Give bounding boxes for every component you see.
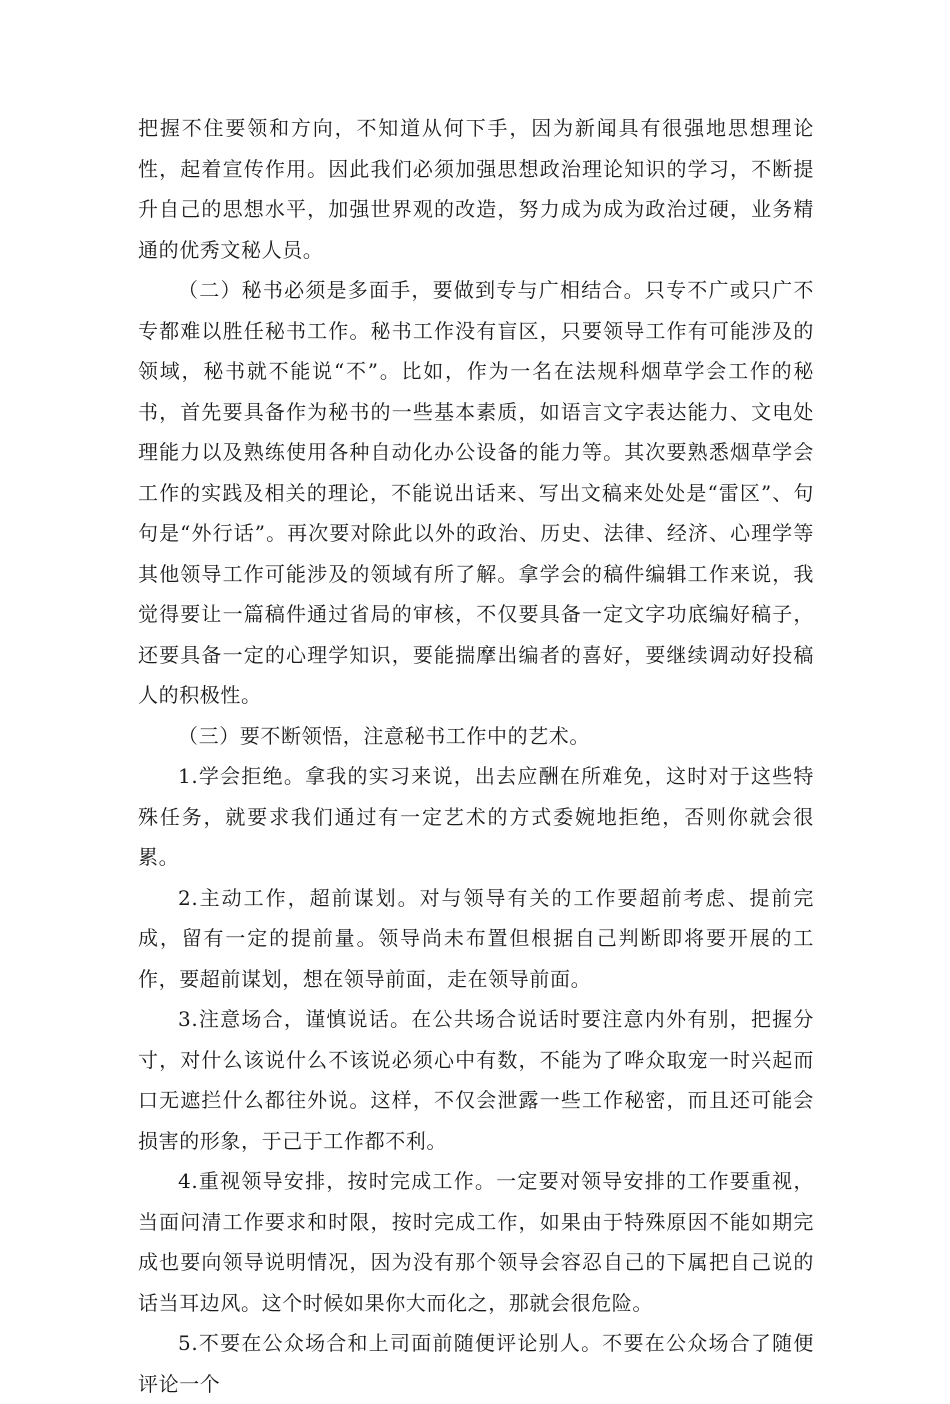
paragraph-item-5: 5.不要在公众场合和上司面前随便评论别人。不要在公众场合了随便评论一个 [138, 1331, 814, 1396]
paragraph-item-1: 1.学会拒绝。拿我的实习来说，出去应酬在所难免，这时对于这些特殊任务，就要求我们通过有一定艺术的方式委婉地拒绝，否则你就会很累。 [138, 764, 814, 869]
paragraph-item-4: 4.重视领导安排，按时完成工作。一定要对领导安排的工作要重视，当面问清工作要求和时限，按时完成工作，如果由于特殊原因不能如期完成也要向领导说明情况，因为没有那个领导会容忍自己的下属把自己说的话当耳边风。这个时候如果你大而化之，那就会很危险。 [138, 1169, 814, 1315]
paragraph-item-3: 3.注意场合，谨慎说话。在公共场合说话时要注意内外有别，把握分寸，对什么该说什么不该说必须心中有数，不能为了哗众取宠一时兴起而口无遮拦什么都往外说。这样，不仅会泄露一些工作秘密，而且还可能会损害的形象，于己于工作都不利。 [138, 1007, 814, 1153]
paragraph-item-2: 2.主动工作，超前谋划。对与领导有关的工作要超前考虑、提前完成，留有一定的提前量。领导尚未布置但根据自己判断即将要开展的工作，要超前谋划，想在领导前面，走在领导前面。 [138, 885, 814, 991]
paragraph-section-three-heading: （三）要不断领悟，注意秘书工作中的艺术。 [178, 723, 590, 748]
document-body [138, 108, 814, 1404]
paragraph-continuation: 把握不住要领和方向，不知道从何下手，因为新闻具有很强地思想理论性，起着宣传作用。因此我们必须加强思想政治理论知识的学习，不断提升自己的思想水平，加强世界观的改造，努力成为成为政治过硬，业务精通的优秀文秘人员。 [138, 116, 814, 262]
paragraph-section-two: （二）秘书必须是多面手，要做到专与广相结合。只专不广或只广不专都难以胜任秘书工作。秘书工作没有盲区，只要领导工作有可能涉及的领域，秘书就不能说“不”。比如，作为一名在法规科烟草学会工作的秘书，首先要具备作为秘书的一些基本素质，如语言文字表达能力、文电处理能力以及熟练使用各种自动化办公设备的能力等。其次要熟悉烟草学会工作的实践及相关的理论，不能说出话来、写出文稿来处处是“雷区”、句句是“外行话”。再次要对除此以外的政治、历史、法律、经济、心理学等其他领导工作可能涉及的领域有所了解。拿学会的稿件编辑工作来说，我觉得要让一篇稿件通过省局的审核，不仅要具备一定文字功底编好稿子，还要具备一定的心理学知识，要能揣摩出编者的喜好，要继续调动好投稿人的积极性。 [138, 278, 814, 707]
